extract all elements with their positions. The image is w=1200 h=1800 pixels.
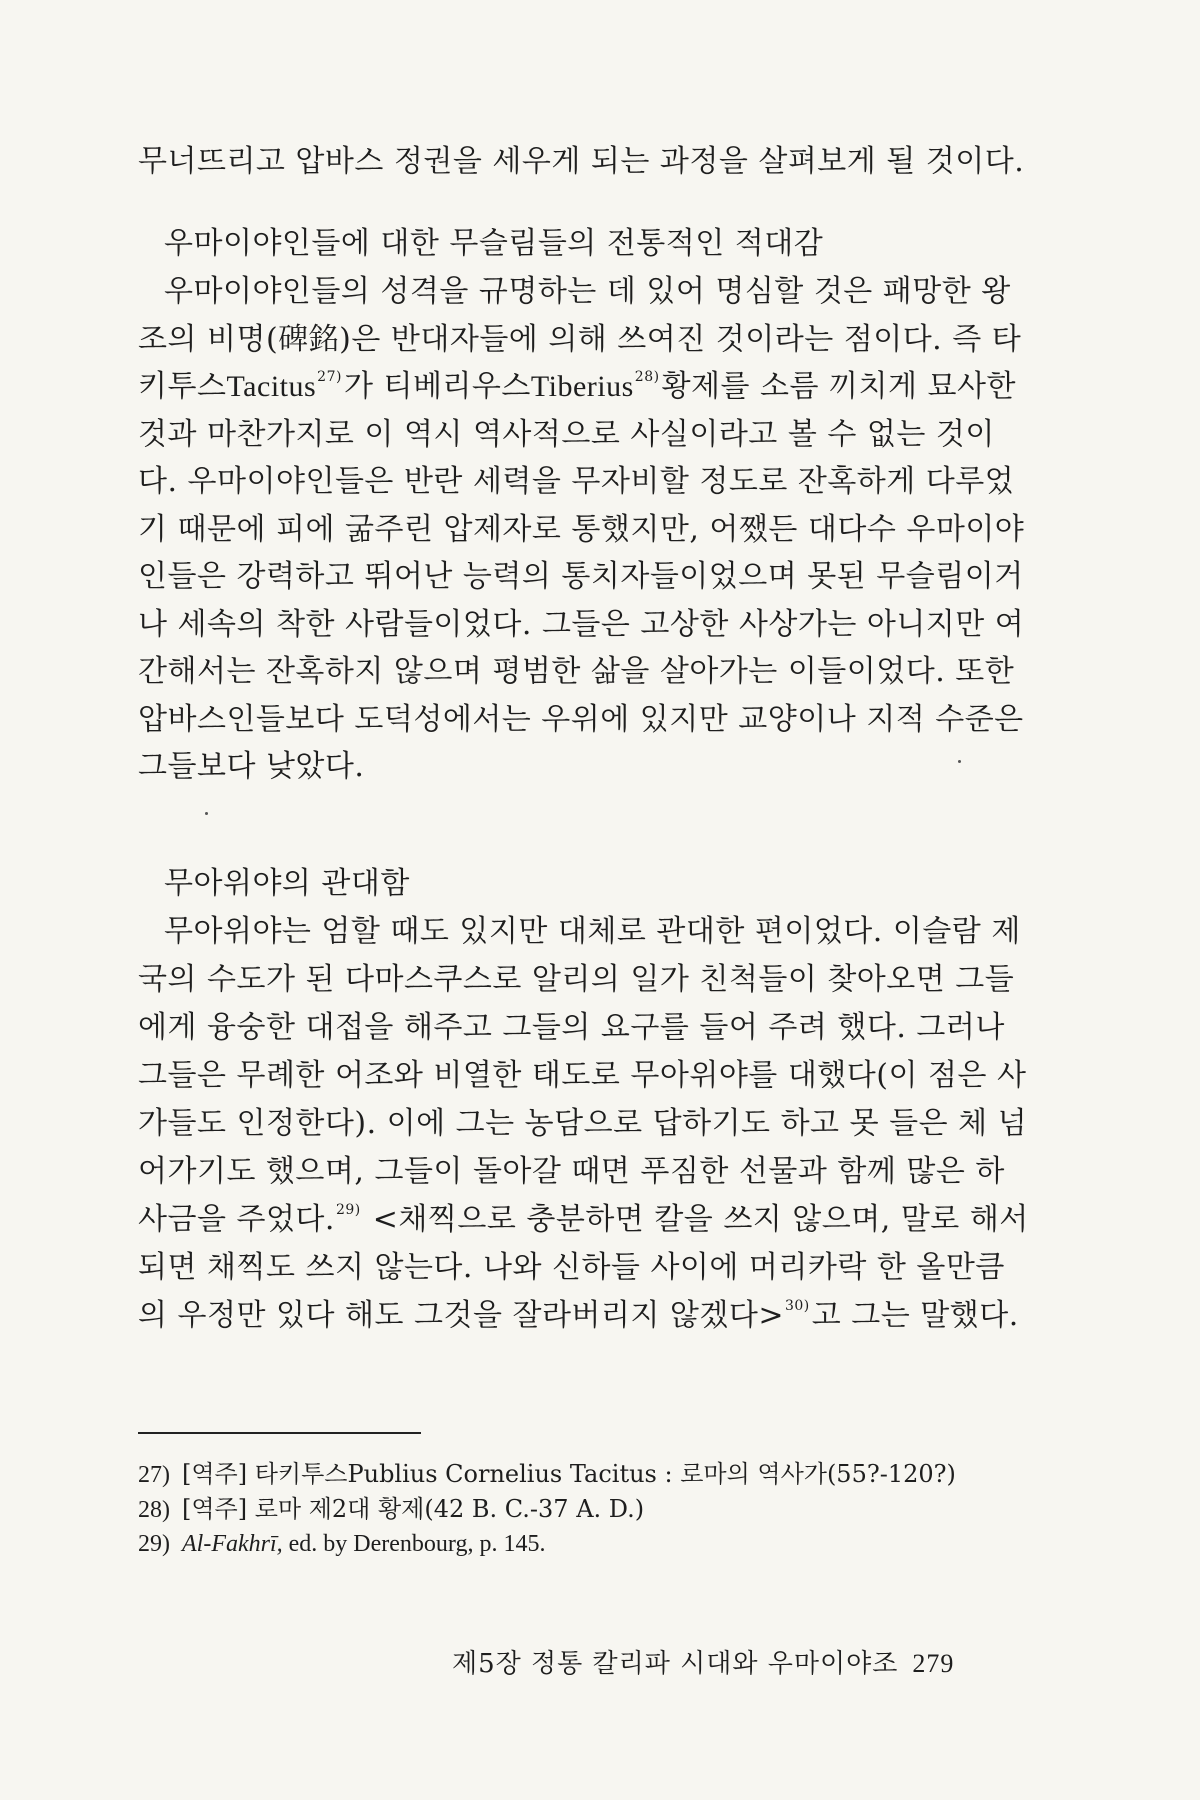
section-heading: 우마이야인들에 대한 무슬림들의 전통적인 적대감 [164,226,824,261]
text-run: 키투스 [138,369,227,404]
text-run: Tiberius [530,370,634,403]
speck [205,812,208,815]
text-run: <채찍으로 충분하면 칼을 쓰지 않으며, 말로 해서 [362,1202,1029,1237]
section-heading: 무아위야의 관대함 [164,866,410,901]
body-line: 가들도 인정한다). 이에 그는 농담으로 답하기도 하고 못 들은 체 넘 [138,1106,1028,1141]
footnote-text: ed. by Derenbourg, p. 145. [282,1531,546,1557]
body-line: 다. 우마이야인들은 반란 세력을 무자비할 정도로 잔혹하게 다루었 [138,464,1015,499]
footnote [138,1493,644,1526]
footnote-ref: 30) [784,1298,810,1314]
footnote-divider [138,1432,421,1434]
body-line [138,1296,1019,1336]
footnote-number: 28) [138,1497,170,1523]
footnote-text: [역주] 타키투스Publius Cornelius Tacitus : 로마의 역사가(55?-120?) [182,1460,956,1488]
footnote-ref: 28) [634,369,660,385]
body-line: 조의 비명(碑銘)은 반대자들에 의해 쓰여진 것이라는 점이다. 즉 타 [138,322,1022,357]
body-line: 것과 마찬가지로 이 역시 역사적으로 사실이라고 볼 수 없는 것이 [138,417,995,452]
body-line: 인들은 강력하고 뛰어난 능력의 통치자들이었으며 못된 무슬림이거 [138,559,1024,594]
body-line: 에게 융숭한 대접을 해주고 그들의 요구를 들어 주려 했다. 그러나 [138,1010,1005,1045]
footnote [138,1458,956,1491]
footnote [138,1527,545,1560]
chapter-title: 제5장 정통 칼리파 시대와 우마이야조 [452,1649,899,1679]
footnote-number: 27) [138,1462,170,1488]
footnote-number: 29) [138,1531,170,1557]
body-line [138,367,1016,407]
body-line: 간해서는 잔혹하지 않으며 평범한 삶을 살아가는 이들이었다. 또한 [138,654,1015,689]
body-line: 우마이야인들의 성격을 규명하는 데 있어 명심할 것은 패망한 왕 [164,274,1011,309]
speck [958,760,961,763]
text-run: Tacitus [226,370,317,403]
running-footer [452,1647,954,1681]
page-number: 279 [912,1649,955,1678]
text-run: 황제를 소름 끼치게 묘사한 [661,369,1016,404]
text-run: 가 티베리우스 [343,369,531,404]
body-line: 기 때문에 피에 굶주린 압제자로 통했지만, 어쨌든 대다수 우마이야 [138,512,1025,547]
text-run: 고 그는 말했다. [811,1298,1019,1333]
body-line: 나 세속의 착한 사람들이었다. 그들은 고상한 사상가는 아니지만 여 [138,607,1025,642]
body-line: 그들보다 낮았다. [138,749,365,784]
footnote-ref: 27) [317,369,342,385]
body-line: 어가기도 했으며, 그들이 돌아갈 때면 푸짐한 선물과 함께 많은 하 [138,1154,1005,1189]
body-line: 국의 수도가 된 다마스쿠스로 알리의 일가 친척들이 찾아오면 그들 [138,962,1015,997]
footnote-source-title: Al-Fakhrī, [182,1531,283,1557]
body-line: 압바스인들보다 도덕성에서는 우위에 있지만 교양이나 지적 수준은 [138,702,1024,737]
body-line: 무너뜨리고 압바스 정권을 세우게 되는 과정을 살펴보게 될 것이다. [138,144,1025,179]
body-line: 되면 채찍도 쓰지 않는다. 나와 신하들 사이에 머리카락 한 올만큼 [138,1250,1005,1285]
text-run: 의 우정만 있다 해도 그것을 잘라버리지 않겠다> [138,1298,784,1333]
footnote-text: [역주] 로마 제2대 황제(42 B. C.-37 A. D.) [182,1495,645,1523]
body-line: 무아위야는 엄할 때도 있지만 대체로 관대한 편이었다. 이슬람 제 [164,914,1021,949]
body-line: 그들은 무례한 어조와 비열한 태도로 무아위야를 대했다(이 점은 사 [138,1058,1027,1093]
footnote-ref: 29) [335,1202,361,1218]
text-run: 사금을 주었다. [138,1202,335,1237]
body-line [138,1200,1029,1240]
